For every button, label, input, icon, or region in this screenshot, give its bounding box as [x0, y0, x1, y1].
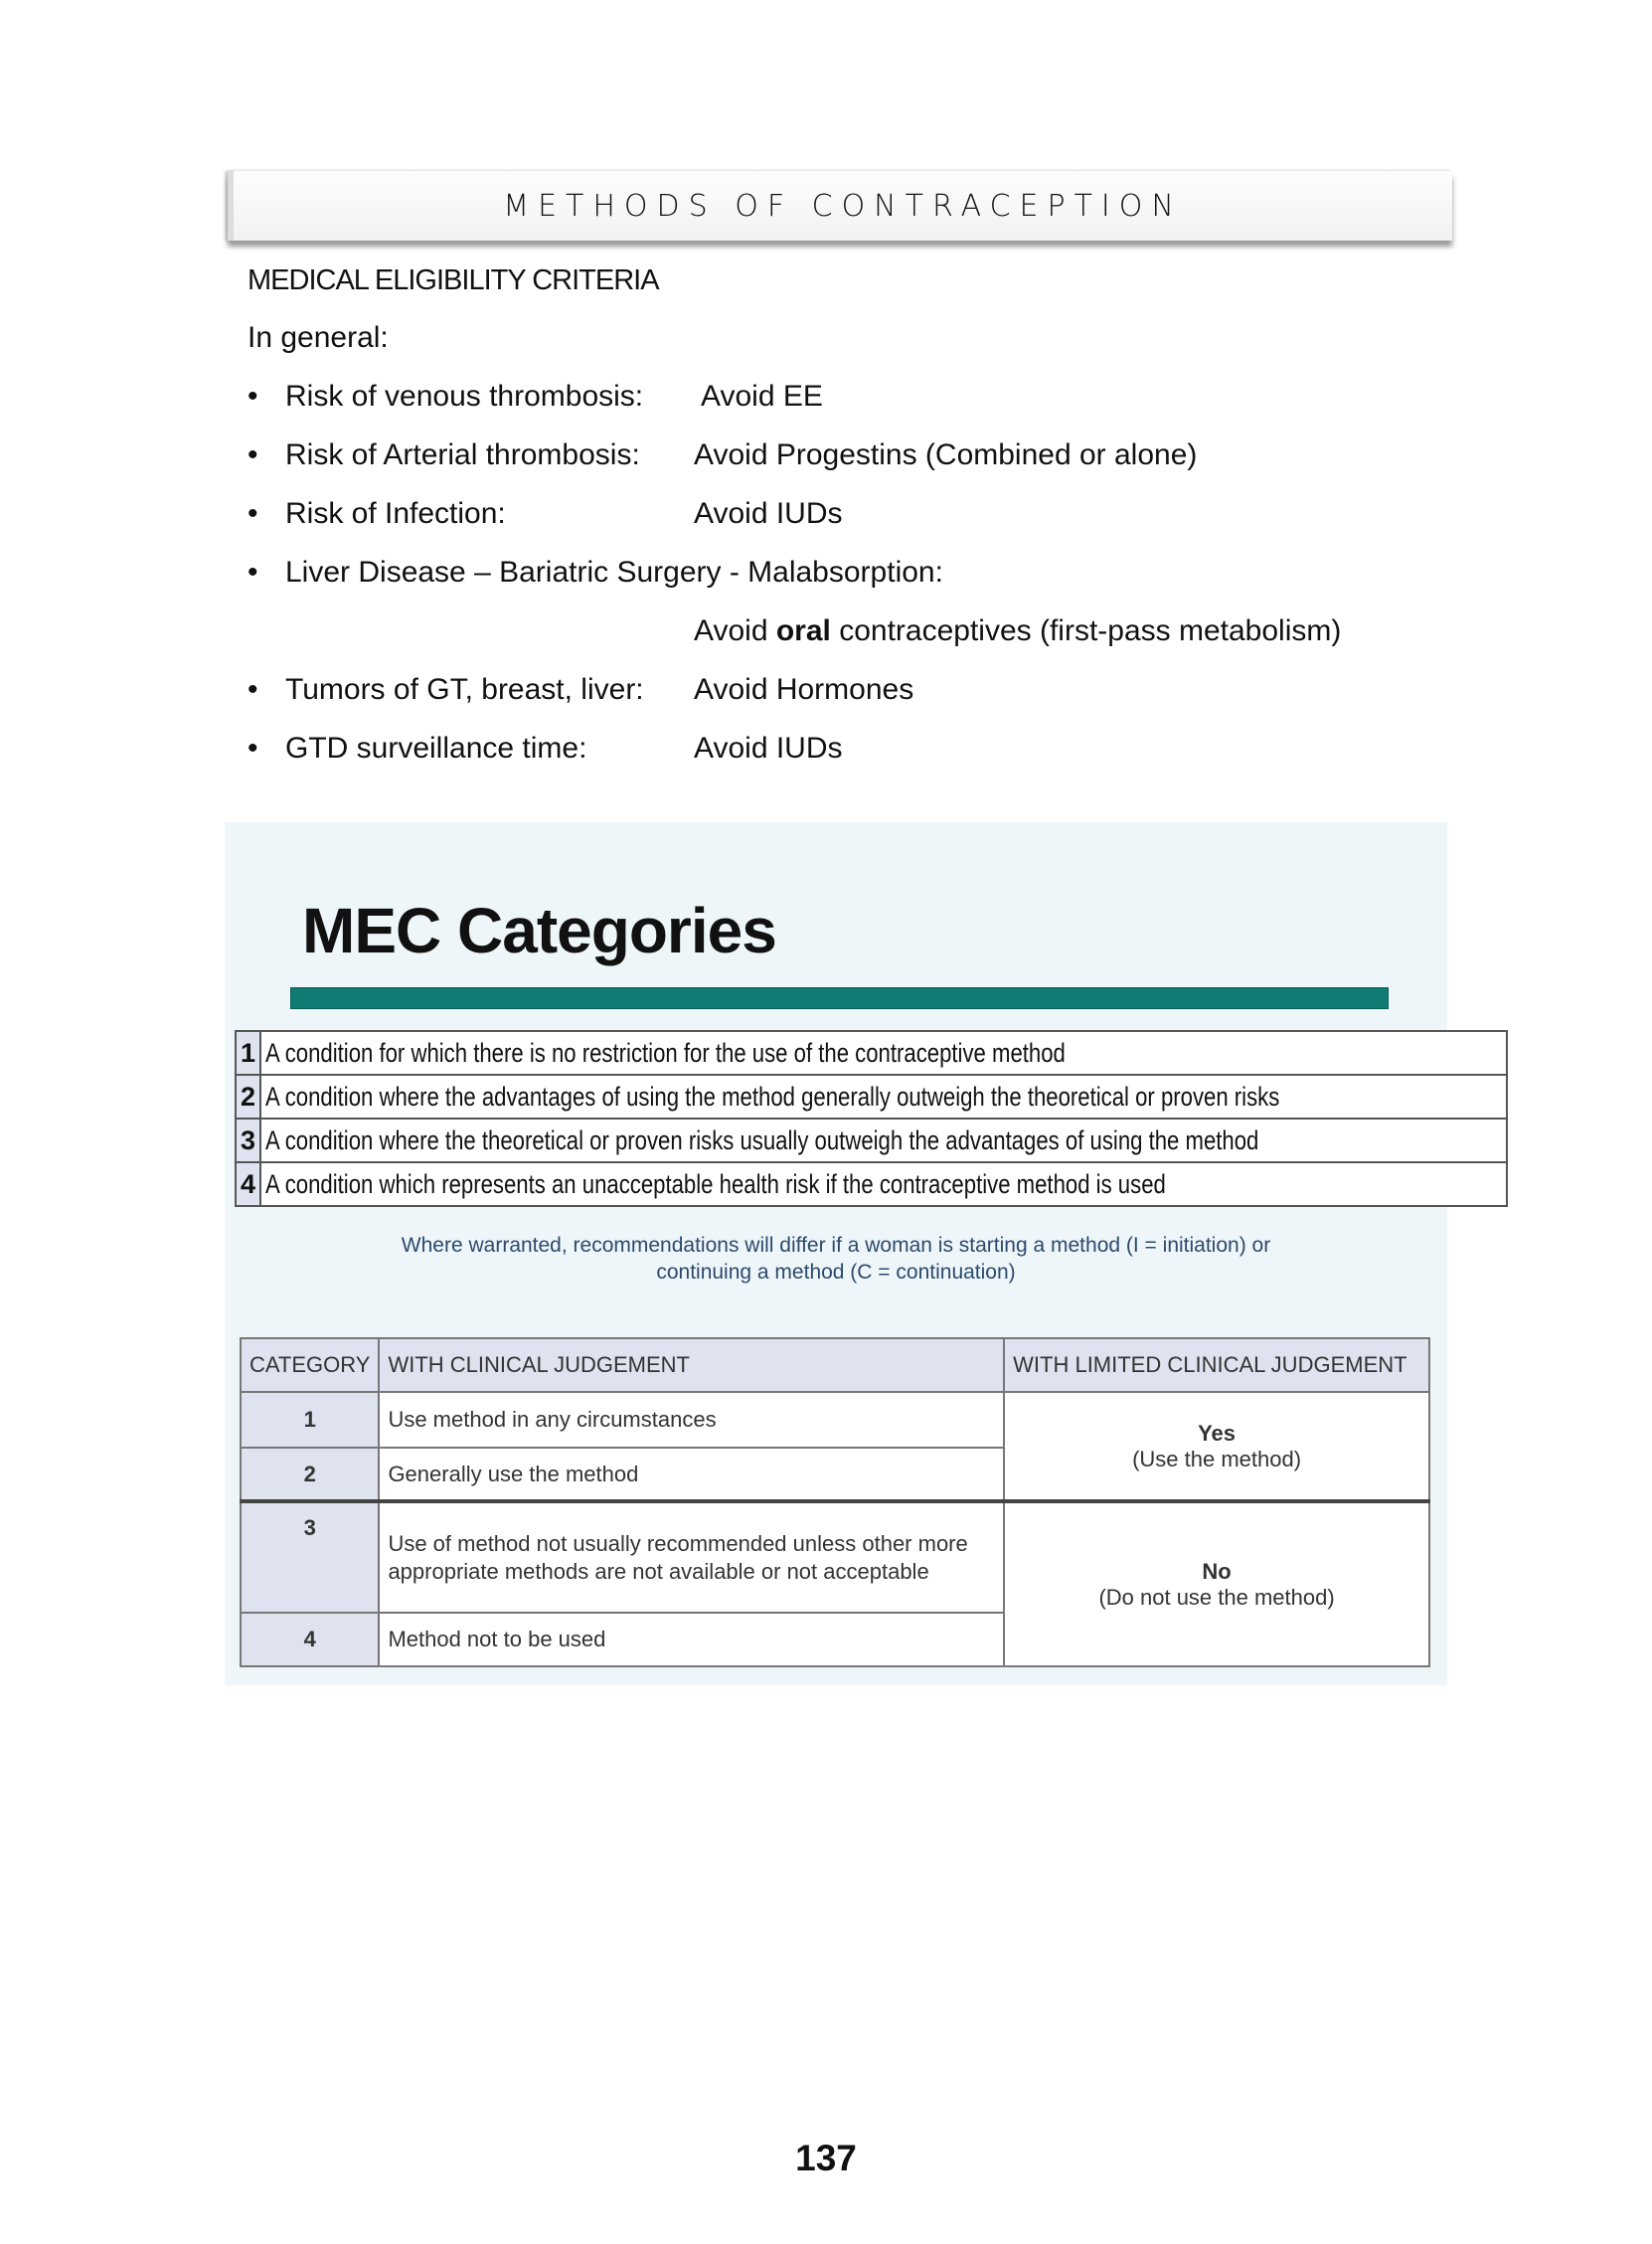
criteria-advice: Avoid EE [701, 380, 823, 413]
category-cell: 2 [241, 1448, 379, 1501]
category-number: 2 [236, 1075, 260, 1119]
criteria-advice: Avoid Hormones [694, 673, 914, 706]
header-title: METHODS OF CONTRACEPTION [503, 188, 1183, 224]
no-cell: No (Do not use the method) [1004, 1501, 1429, 1666]
table-row [236, 1162, 1507, 1206]
bullet: • [248, 732, 258, 765]
bullet: • [248, 380, 258, 413]
criteria-item [248, 614, 1440, 654]
mec-note: Where warranted, recommendations will differ if a woman is starting a method (I = initiation) or continuing a method (C = continuation) [401, 1234, 1271, 1284]
header-clinical: WITH CLINICAL JUDGEMENT [379, 1338, 1004, 1392]
mec-title: MEC Categories [302, 895, 776, 966]
header-category: CATEGORY [241, 1338, 379, 1392]
category-cell: 4 [241, 1613, 379, 1666]
mec-figure [225, 822, 1447, 1685]
category-number: 3 [236, 1119, 260, 1162]
category-description: A condition where the theoretical or proven risks usually outweigh the advantages of using the method [260, 1119, 1507, 1162]
criteria-item [248, 497, 1440, 537]
criteria-item [248, 380, 1440, 420]
bullet: • [248, 556, 258, 589]
criteria-condition: Tumors of GT, breast, liver: [285, 673, 644, 706]
bullet: • [248, 438, 258, 471]
criteria-item [248, 673, 1440, 713]
criteria-item [248, 732, 1440, 772]
criteria-advice: Avoid IUDs [694, 497, 843, 530]
judgement-cell: Use of method not usually recommended unless other more appropriate methods are not available or not acceptable [379, 1501, 1004, 1613]
criteria-advice: Avoid Progestins (Combined or alone) [694, 438, 1198, 471]
category-description: A condition which represents an unacceptable health risk if the contraceptive method is used [260, 1162, 1507, 1206]
table-row [236, 1075, 1507, 1119]
category-cell: 1 [241, 1392, 379, 1448]
bullet: • [248, 673, 258, 706]
criteria-advice: Avoid IUDs [694, 732, 843, 765]
page-number: 137 [795, 2138, 857, 2178]
judgement-cell: Use method in any circumstances [379, 1392, 1004, 1448]
category-cell: 3 [241, 1501, 379, 1613]
judgement-cell: Method not to be used [379, 1613, 1004, 1666]
accent-bar [290, 987, 1389, 1009]
criteria-advice: Avoid oral contraceptives (first-pass metabolism) [694, 614, 1342, 647]
header-limited: WITH LIMITED CLINICAL JUDGEMENT [1004, 1338, 1429, 1392]
bullet: • [248, 497, 258, 530]
table-row [241, 1392, 1429, 1448]
criteria-item [248, 556, 1440, 596]
criteria-item [248, 438, 1440, 478]
table-row [236, 1031, 1507, 1075]
clinical-judgement-table [240, 1337, 1430, 1667]
table-row [241, 1501, 1429, 1613]
criteria-condition: GTD surveillance time: [285, 732, 587, 765]
category-number: 1 [236, 1031, 260, 1075]
page-header [228, 171, 1452, 241]
criteria-condition: Risk of venous thrombosis: [285, 380, 644, 413]
category-description: A condition where the advantages of using the method generally outweigh the theoretical or proven risks [260, 1075, 1507, 1119]
criteria-condition: Liver Disease – Bariatric Surgery - Malabsorption: [285, 556, 943, 589]
category-description: A condition for which there is no restriction for the use of the contraceptive method [260, 1031, 1507, 1075]
category-number: 4 [236, 1162, 260, 1206]
yes-cell: Yes (Use the method) [1004, 1392, 1429, 1501]
table-row [236, 1119, 1507, 1162]
criteria-condition: Risk of Infection: [285, 497, 506, 530]
mec-categories-table [235, 1030, 1508, 1207]
criteria-condition: Risk of Arterial thrombosis: [285, 438, 640, 471]
judgement-cell: Generally use the method [379, 1448, 1004, 1501]
intro-text: In general: [248, 321, 389, 354]
section-title: MEDICAL ELIGIBILITY CRITERIA [248, 264, 659, 296]
table-header-row [241, 1338, 1429, 1392]
